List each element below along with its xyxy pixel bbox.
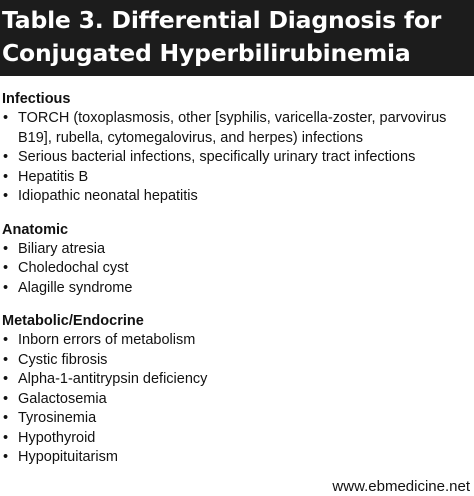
list-item <box>2 409 468 429</box>
list-item <box>2 187 468 207</box>
table-body <box>0 76 474 468</box>
table-title <box>2 4 466 70</box>
bullet-icon: • <box>3 240 9 257</box>
bullet-icon: • <box>3 410 9 426</box>
bullet-icon: • <box>3 110 9 126</box>
bullet-icon: • <box>3 332 9 348</box>
list-item-text: Choledochal cyst <box>18 260 129 276</box>
list-item-text: Galactosemia <box>18 390 107 407</box>
list-item-text: Hypothyroid <box>18 429 96 446</box>
bullet-icon: • <box>3 390 9 407</box>
list-item <box>2 331 468 351</box>
list-item-text: Cystic fibrosis <box>18 351 108 368</box>
table-title-line-2: Conjugated Hyperbilirubinemia <box>2 39 411 67</box>
list-item <box>2 168 468 188</box>
section-infectious <box>2 90 468 207</box>
section-title: Infectious <box>2 91 71 107</box>
list-item <box>2 109 468 148</box>
section-anatomic <box>2 221 468 299</box>
list-item <box>2 370 468 390</box>
list-item <box>2 429 468 449</box>
list-item-text: Idiopathic neonatal hepatitis <box>18 188 198 204</box>
list-item-text: Hypopituitarism <box>18 449 118 465</box>
section-title: Anatomic <box>2 221 69 238</box>
bullet-icon: • <box>3 371 9 387</box>
bullet-icon: • <box>3 188 9 204</box>
bullet-icon: • <box>3 279 9 296</box>
list-item-text: Hepatitis B <box>18 168 89 185</box>
list-item-text: Tyrosinemia <box>18 410 97 426</box>
source-watermark: www.ebmedicine.net <box>328 478 470 496</box>
list-item-text: TORCH (toxoplasmosis, other [syphilis, varicella-zoster, parvovirus B19], rubella, cytomegalovirus, and herpes) infections <box>18 110 447 146</box>
list-item-text: Alpha-1-antitrypsin deficiency <box>18 371 208 387</box>
list-item <box>2 240 468 260</box>
section-title: Metabolic/Endocrine <box>2 313 144 329</box>
bullet-icon: • <box>3 168 9 185</box>
item-list <box>2 109 468 207</box>
bullet-icon: • <box>3 149 9 165</box>
bullet-icon: • <box>3 351 9 368</box>
list-item <box>2 448 468 468</box>
list-item-text: Inborn errors of metabolism <box>18 332 196 348</box>
bullet-icon: • <box>3 449 9 465</box>
list-item-text: Alagille syndrome <box>18 279 133 296</box>
bullet-icon: • <box>3 260 9 276</box>
list-item <box>2 259 468 279</box>
table-title-line-1: Table 3. Differential Diagnosis for <box>2 6 442 34</box>
section-metabolic-endocrine <box>2 312 468 468</box>
table-header <box>0 0 474 76</box>
list-item <box>2 279 468 299</box>
list-item <box>2 148 468 168</box>
list-item-text: Serious bacterial infections, specifically urinary tract infections <box>18 149 416 165</box>
bullet-icon: • <box>3 429 9 446</box>
list-item-text: Biliary atresia <box>18 240 106 257</box>
list-item <box>2 390 468 410</box>
list-item <box>2 351 468 371</box>
item-list <box>2 331 468 468</box>
item-list <box>2 240 468 299</box>
